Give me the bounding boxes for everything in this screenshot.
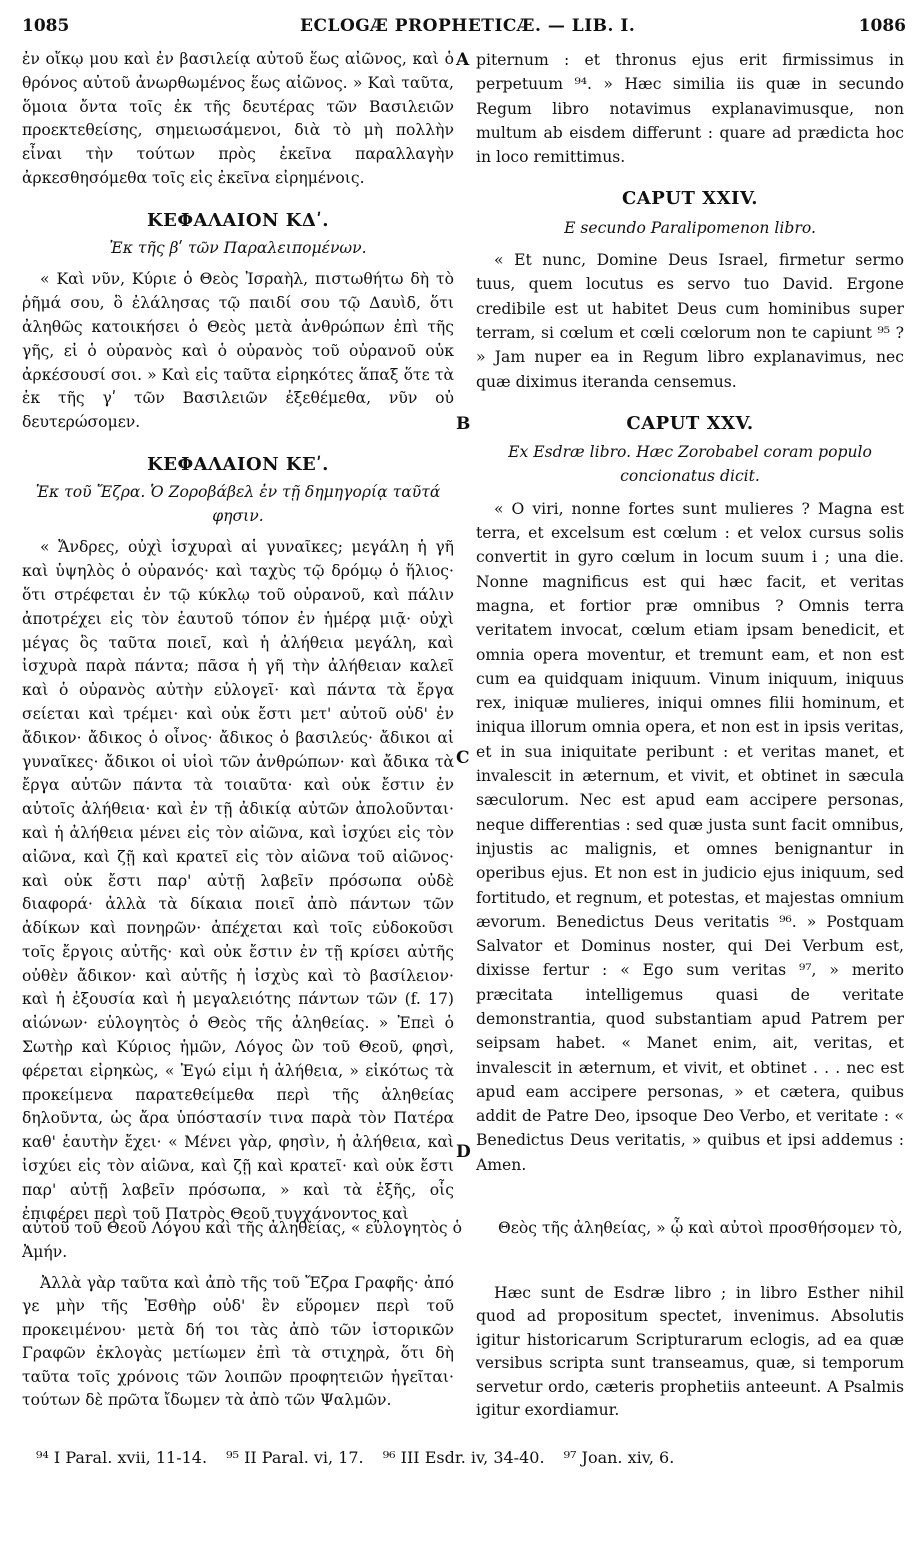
page-number-left: 1085 [22, 16, 70, 36]
latin-column [476, 48, 904, 1177]
greek-chapter-25-heading: ΚΕΦΑΛΑΙΟΝ ΚΕʹ. [147, 453, 329, 475]
footnote: ⁹⁵ II Paral. vi, 17. [226, 1448, 364, 1467]
margin-marker-b: B [456, 414, 471, 434]
latin-paragraph-2: « Et nunc, Domine Deus Israel, firmetur sermo tuus, quem locutus es servo tuo David. Ergone credibile est ut habitet Deus cum hominibus super terram, si cœlum et cœli cœlorum non te capiunt ⁹⁵ ? » Jam nuper ea in Regum libro explanavimus, nec quæ diximus iteranda censemus. [476, 251, 904, 391]
greek-closing-block [22, 1272, 454, 1412]
latin-paragraph-3: « O viri, nonne fortes sunt mulieres ? Magna est terra, et excelsum est cœlum : et velox cursus solis convertit in gyro cœlum in locum suum i ; una die. Nonne magnificus est qui hæc facit, et veritas magna, et fortior præ omnibus ? Omnis terra veritatem invocat, cœlum etiam ipsam benedicit, et omnia opera moventur, et tremunt eam, et non est cum ea quidquam iniquum. Vinum iniquum, iniquus rex, iniquæ mulieres, iniqui omnes filii hominum, et iniqua illorum omnia opera, et non est in ipsis veritas, et in sua iniquitate peribunt : et veritas manet, et invalescit in æternum, et vivit, et obtinet in sæcula sæculorum. Nec est apud eam accipere personas, neque differentias : sed quæ justa sunt facit omnibus, injustis ac malignis, et omnes benignantur in operibus ejus. Et non est in judicio ejus iniquum, sed fortitudo, et regnum, et potestas, et majestas omnium ævorum. Benedictus Deus veritatis ⁹⁶. » Postquam Salvator et Dominus noster, qui Dei Verbum est, dixisse fertur : « Ego sum veritas ⁹⁷, » merito præcitata intelligemus quasi de veritate demonstrantia, quod substantiam apud Patrem per seipsam habet. « Manet enim, ait, veritas, et invalescit in æternum, et vivit, et obtinet . . . nec est apud eam accipere personas, » et cætera, quibus addit de Patre Deo, ipsoque Deo Verbo, et veritate : « Benedictus Deus veritatis, » quibus et ipsi addemus : Amen. [476, 499, 904, 1174]
greek-paragraph-2: « Καὶ νῦν, Κύριε ὁ Θεὸς Ἰσραὴλ, πιστωθήτω δὴ τὸ ῥῆμά σου, ὃ ἐλάλησας τῷ παιδί σου τῷ Δαυὶδ, ὅτι ἀληθῶς κατοικήσει ὁ Θεὸς μετὰ ἀνθρώπων ἐπὶ τῆς γῆς, εἰ ὁ οὐρανὸς καὶ ὁ οὐρανὸς τοῦ οὐρανοῦ οὐκ ἀρκέσουσί σοι. » Καὶ εἰς ταῦτα εἰρηκότες ἅπαξ ὅτε τὰ ἐκ τῆς γʹ τῶν Βασιλειῶν ἐξεθέμεθα, νῦν οὐ δευτερώσομεν. [22, 270, 454, 432]
latin-cross-line: Θεὸς τῆς ἀληθείας, » ᾧ καὶ αὐτοὶ προσθήσομεν τὸ, [498, 1219, 903, 1237]
margin-marker-a: A [456, 50, 470, 70]
greek-chapter-25-subtitle: Ἐκ τοῦ Ἔζρα. Ὁ Ζοροβάβελ ἐν τῇ δημηγορίᾳ ταῦτά φησιν. [35, 482, 441, 525]
footnote: ⁹⁷ Joan. xiv, 6. [563, 1448, 675, 1467]
latin-closing-block [476, 1282, 904, 1422]
margin-marker-c: C [456, 748, 470, 768]
greek-cross-line: αὐτοῦ τοῦ Θεοῦ Λόγου καὶ τῆς ἀληθείας, « εὐλογητὸς ὁ [22, 1219, 462, 1237]
greek-paragraph-1: ἐν οἴκῳ μου καὶ ἐν βασιλείᾳ αὐτοῦ ἕως αἰῶνος, καὶ ὁ θρόνος αὐτοῦ ἀνωρθωμένος ἕως αἰῶνος. » Καὶ ταῦτα, ὅμοια ὄντα τοῖς ἐκ τῆς δευτέρας τῶν Βασιλειῶν προεκτεθείσης, σημειωσάμενοι, διὰ τὸ μὴ πολλὴν εἶναι τὴν τούτων πρὸς ἐκεῖνα παραλλαγὴν ἀρκεσθησόμεθα τοῖς εἰς ἐκεῖνα εἰρημένοις. [22, 50, 454, 187]
latin-paragraph-4: Hæc sunt de Esdræ libro ; in libro Esther nihil quod ad propositum spectet, invenimus. Absolutis igitur historicarum Scripturarum eclogis, ad ea quæ versibus scripta sunt transeamus, quæ, si temporum servetur ordo, cæteris prophetiis anteeunt. A Psalmis igitur exordiamur. [476, 1284, 904, 1420]
latin-paragraph-1: piternum : et thronus ejus erit firmissimus in perpetuum ⁹⁴. » Hæc similia iis quæ in secundo Regum libro notavimus explanavimusque, non multum ab eisdem differunt : quare ad prædicta hoc in loco remittimus. [476, 51, 904, 167]
greek-chapter-24-heading: ΚΕΦΑΛΑΙΟΝ ΚΔʹ. [146, 209, 330, 231]
footnote: ⁹⁶ III Esdr. iv, 34-40. [382, 1448, 545, 1467]
latin-chapter-24-heading: CAPUT XXIV. [621, 188, 759, 210]
footnotes [36, 1448, 688, 1467]
greek-paragraph-3: « Ἄνδρες, οὐχὶ ἰσχυραὶ αἱ γυναῖκες; μεγάλη ἡ γῆ καὶ ὑψηλὸς ὁ οὐρανός· καὶ ταχὺς τῷ δρόμῳ ὁ ἥλιος· ὅτι στρέφεται ἐν τῷ κύκλῳ τοῦ οὐρανοῦ, καὶ πάλιν ἀποτρέχει εἰς τὸν ἑαυτοῦ τόπον ἐν ἡμέρᾳ μιᾷ· οὐχὶ μέγας ὃς ταῦτα ποιεῖ, καὶ ἡ ἀλήθεια μεγάλη, καὶ ἰσχυρὰ παρὰ πάντα; πᾶσα ἡ γῆ τὴν ἀλήθειαν καλεῖ καὶ ὁ οὐρανὸς αὐτὴν εὐλογεῖ· καὶ πάντα τὰ ἔργα σείεται καὶ τρέμει· καὶ οὐκ ἔστι μετ' αὐτοῦ οὐδ' ἐν ἄδικον· ἄδικος ὁ οἶνος· ἄδικος ὁ βασιλεύς· ἄδικοι αἱ γυναῖκες· ἄδικοι οἱ υἱοὶ τῶν ἀνθρώπων· καὶ ἄδικα τὰ ἔργα αὐτῶν πάντα τὰ τοιαῦτα· καὶ οὐκ ἔστιν ἐν αὐτοῖς ἀλήθεια· καὶ ἐν τῇ ἀδικίᾳ αὐτῶν ἀπολοῦνται· καὶ ἡ ἀλήθεια μένει εἰς τὸν αἰῶνα, καὶ ἰσχύει εἰς τὸν αἰῶνα, καὶ ζῇ καὶ κρατεῖ εἰς τὸν αἰῶνα τοῦ αἰῶνος· καὶ οὐκ ἔστι παρ' αὐτῇ λαβεῖν πρόσωπα οὐδὲ διαφορά· ἀλλὰ τὰ δίκαια ποιεῖ ἀπὸ πάντων τῶν ἀδίκων καὶ πονηρῶν· ἀπέχεται καὶ τοῖς εὐδοκοῦσι τοῖς ἔργοις αὐτῆς· καὶ οὐκ ἔστιν ἐν τῇ κρίσει αὐτῆς οὐθὲν ἄδικον· καὶ αὐτῆς ἡ ἰσχὺς καὶ τὸ βασίλειον· καὶ ἡ ἐξουσία καὶ ἡ μεγαλειότης πάντων τῶν (f. 17) αἰώνων· εὐλογητὸς ὁ Θεὸς τῆς ἀληθείας. » Ἐπεὶ ὁ Σωτὴρ καὶ Κύριος ἡμῶν, Λόγος ὢν τοῦ Θεοῦ, φησὶ, φέρεται εἰρηκὼς, « Ἐγώ εἰμι ἡ ἀλήθεια, » εἰκότως τὰ προκείμενα παρατεθείμεθα περὶ τῆς ἀληθείας δηλοῦντα, ὡς ἄρα ὑπόστασίν τινα παρὰ τὸν Πατέρα καθ' ἑαυτὴν ἔχει· « Μένει γὰρ, φησὶν, ἡ ἀλήθεια, καὶ ἰσχύει εἰς τὸν αἰῶνα, καὶ ζῇ καὶ κρατεῖ· καὶ οὐκ ἔστι παρ' αὐτῇ λαβεῖν πρόσωπα, » καὶ τὰ ἑξῆς, οἷς ἐπιφέρει περὶ τοῦ Πατρὸς Θεοῦ τυγχάνοντος καὶ [22, 538, 454, 1223]
latin-chapter-25-heading: CAPUT XXV. [626, 412, 754, 434]
page-header [0, 16, 924, 42]
margin-marker-d: D [456, 1142, 471, 1162]
running-title: ECLOGÆ PROPHETICÆ. — LIB. I. [300, 16, 636, 36]
greek-paragraph-4: Ἀλλὰ γὰρ ταῦτα καὶ ἀπὸ τῆς τοῦ Ἔζρα Γραφῆς· ἀπό γε μὴν τῆς Ἐσθὴρ οὐδ' ἓν εὕρομεν περὶ τοῦ προκειμένου· μετὰ δή τοι τὰς ἀπὸ τῶν ἱστορικῶν Γραφῶν ἐκλογὰς μετίωμεν ἐπὶ τὰ στιχηρὰ, ὅτι δὴ ταῦτα τοῖς χρόνοις τῶν λοιπῶν προφητειῶν ἡγεῖται· τούτων δὲ πρῶτα ἴδωμεν τὰ ἀπὸ τῶν Ψαλμῶν. [22, 1274, 454, 1410]
latin-chapter-24-subtitle: E secundo Paralipomenon libro. [564, 218, 816, 237]
footnote: ⁹⁴ I Paral. xvii, 11-14. [36, 1448, 208, 1467]
greek-chapter-24-subtitle: Ἐκ τῆς βʹ τῶν Παραλειπομένων. [109, 238, 367, 257]
greek-amen: Ἀμήν. [22, 1243, 68, 1261]
page-number-right: 1086 [858, 16, 906, 36]
latin-chapter-25-subtitle: Ex Esdræ libro. Hæc Zorobabel coram populo concionatus dicit. [508, 443, 872, 486]
greek-column [22, 48, 454, 1226]
